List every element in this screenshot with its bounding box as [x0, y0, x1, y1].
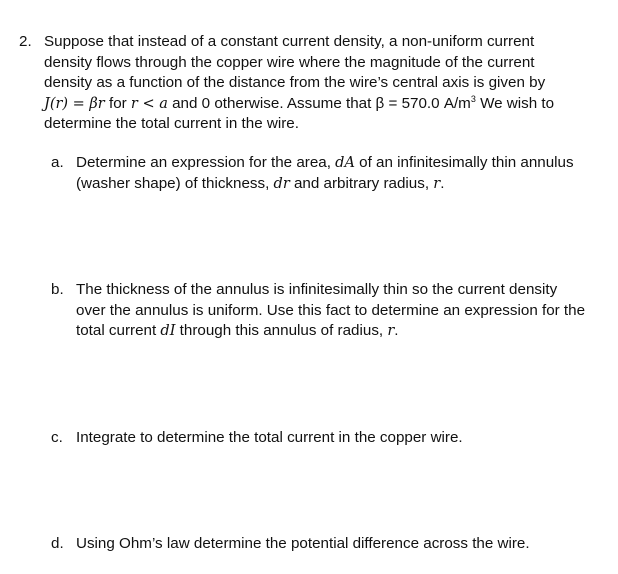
part-a-text-segment: of an infinitesimally thin annulus [354, 154, 574, 171]
radius-variable: r [387, 323, 395, 339]
part-c-text [76, 428, 616, 449]
part-b-text [76, 280, 616, 342]
part-a-text-segment: Determine an expression for the area, [76, 154, 336, 171]
question-line-2: density flows through the copper wire where the magnitude of the current [44, 53, 535, 71]
part-b-line-3 [76, 321, 616, 342]
part-b-line-1: The thickness of the annulus is infinitesimally thin so the current density [76, 281, 558, 298]
part-b-line-2: over the annulus is uniform. Use this fact to determine an expression for the [76, 301, 586, 319]
unit-exponent: 3 [470, 93, 476, 104]
part-b-text-segment: . [394, 322, 399, 339]
part-b-text-segment: total current [76, 322, 161, 339]
part-c-line-1: Integrate to determine the total current in the copper wire. [76, 429, 463, 446]
part-d-line-1: Using Ohm’s law determine the potential difference across the wire. [76, 535, 530, 552]
radius-condition: r < a [130, 95, 168, 112]
formula-for-word: for [104, 94, 131, 112]
question-line-5: determine the total current in the wire. [44, 115, 299, 132]
part-a-text-segment: and arbitrary radius, [289, 174, 434, 192]
area-element: dA [335, 155, 355, 171]
part-a-line-2 [76, 174, 616, 195]
question-number: 2. [19, 33, 32, 50]
part-d-text [76, 534, 616, 555]
part-b-text-segment: through this annulus of radius, [175, 322, 388, 339]
part-b-label: b. [51, 281, 64, 298]
part-a-text-segment: . [440, 174, 445, 192]
question-line-4-tail: We wish to [475, 94, 555, 112]
part-a-text [76, 153, 616, 194]
question-text [44, 32, 610, 135]
radius-variable: r [433, 175, 441, 192]
part-d-label: d. [51, 535, 64, 552]
beta-value-text: and 0 otherwise. Assume that β = 570.0 A/m [167, 94, 471, 112]
thickness-element: dr [273, 175, 290, 192]
question-line-3: density as a function of the distance from the wire’s central axis is given by [44, 74, 546, 91]
part-a-text-segment: (washer shape) of thickness, [76, 174, 274, 192]
part-c-label: c. [51, 429, 63, 446]
part-a-line-1 [76, 153, 616, 174]
part-a-label: a. [51, 154, 64, 171]
question-line-1: Suppose that instead of a constant current density, a non-uniform current [44, 33, 535, 50]
question-line-4 [44, 94, 610, 115]
current-density-formula: J(r) = βr [44, 95, 105, 112]
current-element: dI [160, 323, 176, 339]
